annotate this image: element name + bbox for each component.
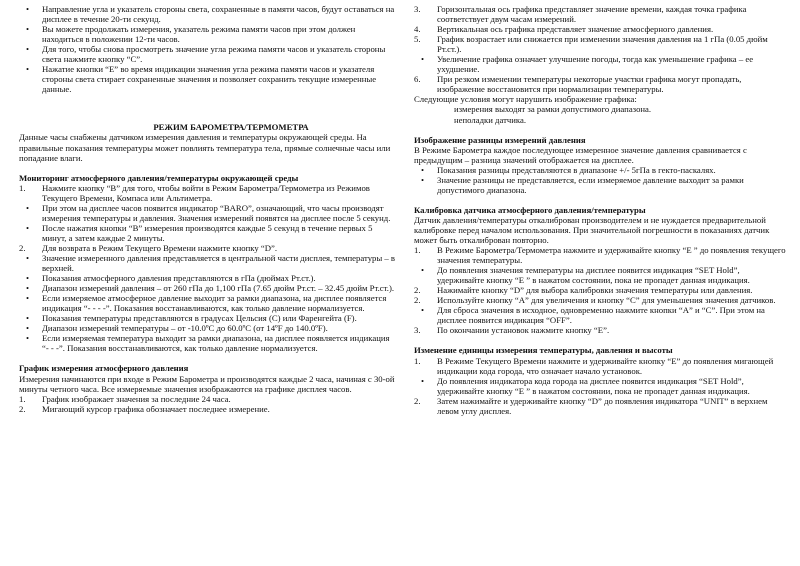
list-item-text: По окончании установок нажмите кнопку “E”. <box>437 325 610 336</box>
list-item-text: Увеличение графика означает улучшение погоды, тогда как уменьшение графика – ее ухудшение. <box>437 54 754 75</box>
list-item <box>19 313 397 323</box>
list-item-text: До появления индикатора кода города на дисплее появится индикация “SET Hold”, удерживайте кнопку “E ” в нажатом состоянии, пока не пропадет данная индикация. <box>437 375 750 396</box>
list-item-text: В Режиме Текущего Времени нажмите и удерживайте кнопку “E” до появления мигающей индикации кода города, что означает начало установок. <box>437 355 774 376</box>
section-intro: В Режиме Барометра каждое последующее измеренное значение давления сравнивается с предыдущим – разница значений отображается на дисплее. <box>414 144 747 165</box>
list-item-text: Показания разницы представляются в диапазоне +/- 5гПа в гекто-паскалях. <box>437 164 716 175</box>
list-item <box>414 325 786 335</box>
list-item <box>19 283 397 293</box>
list-marker: • <box>26 293 30 304</box>
section-heading: Изменение единицы измерения температуры, давления и высоты <box>414 345 673 356</box>
list-item-text: Вертикальная ось графика представляет значение атмосферного давления. <box>437 24 714 35</box>
list-item-text: Значение разницы не представляется, если измеряемое давление выходит за рамки допустимого диапазона. <box>437 174 744 195</box>
list-item <box>19 183 397 203</box>
list-item-text: Нажатие кнопки “E” во время индикации значения угла режима памяти часов и указателя стороны света стирает сохраненные значения и позволяет сохранить текущие измеренные данные. <box>42 64 377 95</box>
list-marker: • <box>421 174 425 185</box>
list-item <box>19 203 397 223</box>
list-marker: • <box>421 375 425 386</box>
list-marker: 3. <box>414 325 421 336</box>
list-item <box>19 333 397 353</box>
list-item-text: Показания атмосферного давления представляются в гПа (дюймах Рт.ст.). <box>42 273 316 284</box>
list-marker: 3. <box>414 4 421 14</box>
list-marker: 2. <box>19 242 26 253</box>
bullet-icon: • <box>26 4 30 14</box>
list-marker: • <box>26 202 30 213</box>
list-item <box>19 64 397 94</box>
list-item: измерения выходят за рамки допустимого диапазона. <box>454 104 652 115</box>
list-item-text: Диапазон измерений температуры – от -10.0ºC до 60.0ºC (от 14ºF до 140.0ºF). <box>42 323 328 334</box>
right-column <box>414 4 786 416</box>
left-column <box>19 4 397 414</box>
list-marker: 2. <box>414 295 421 306</box>
list-item-text: В Режиме Барометра/Термометра нажмите и удерживайте кнопку “E ” до появления текущего значения температуры. <box>437 245 786 266</box>
list-item-text: Если измеряемая температура выходит за рамки диапазона, на дисплее появляется индикация “- - -”. Показания восстанавливаются, как только давление нормализуется. <box>42 333 390 354</box>
list-item-text: Горизонтальная ось графика представляет значение времени, каждая точка графика соответствует двум часам измерений. <box>437 4 747 25</box>
list-item <box>19 323 397 333</box>
list-item: неполадки датчика. <box>454 114 527 125</box>
bullet-icon: • <box>26 44 30 55</box>
list-item <box>414 285 786 295</box>
list-item <box>19 404 397 414</box>
list-marker: 2. <box>19 403 26 414</box>
list-marker: • <box>26 313 30 324</box>
list-item-text: Показания температуры представляются в градусах Цельсия (С) или Фаренгейта (F). <box>42 313 357 324</box>
list-item-text: Нажмите кнопку “B” для того, чтобы войти в Режим Барометра/Термометра из Режимов Текущего Времени, Компаса или Альтиметра. <box>42 182 370 203</box>
list-item-text: Для возврата в Режим Текущего Времени нажмите кнопку “D”. <box>42 242 278 253</box>
list-item <box>414 34 786 54</box>
list-item <box>19 223 397 243</box>
list-item-text: Используйте кнопку “A” для увеличения и кнопку “C” для уменьшения значения датчиков. <box>437 295 776 306</box>
list-marker: • <box>26 333 30 344</box>
list-item-text: Диапазон измерений давления – от 260 гПа до 1,100 гПа (7.65 дюйм Рт.ст. – 32.45 дюйм Рт.ст.). <box>42 283 395 294</box>
list-item <box>19 273 397 283</box>
list-item <box>19 394 397 404</box>
list-marker: • <box>26 252 30 263</box>
list-item <box>414 165 786 175</box>
list-marker: 1. <box>414 355 421 366</box>
list-marker: • <box>421 265 425 276</box>
list-marker: 2. <box>414 395 421 406</box>
list-marker: • <box>26 222 30 233</box>
conditions-intro: Следующие условия могут нарушить изображение графика: <box>414 94 637 105</box>
list-marker: 2. <box>414 285 421 296</box>
list-item-text: Значение измеренного давления представляется в центральной части дисплея, температуры – в верхней. <box>42 252 396 274</box>
section-intro: Данные часы снабжены датчиком измерения давления и температуры окружающей среды. На правильные показания температуры может повлиять температура тела, прямые солнечные часы или попадание влаги. <box>19 132 391 163</box>
list-item-text: Направление угла и указатель стороны света, сохраненные в памяти часов, будут оставаться на дисплее в течение 20-ти секунд. <box>42 4 395 25</box>
list-marker: 6. <box>414 74 421 85</box>
list-marker: • <box>26 273 30 284</box>
list-item <box>414 54 786 74</box>
list-item-text: После нажатия кнопки “B” измерения производятся каждые 5 секунд в течение первых 5 минут, а затем каждые 2 минуты. <box>42 222 373 243</box>
section-heading: График измерения атмосферного давления <box>19 363 189 374</box>
list-item <box>414 356 786 376</box>
list-item-text: При резком изменении температуры некоторые участки графика могут пропадать, изображение восстановится при нормализации температуры. <box>437 74 742 95</box>
bullet-icon: • <box>26 64 30 75</box>
list-item <box>19 253 397 273</box>
list-item <box>19 24 397 44</box>
section-heading: Изображение разницы измерений давления <box>414 134 586 145</box>
list-item <box>19 4 397 24</box>
list-item <box>414 74 786 94</box>
list-item-text: Для сброса значения в исходное, одновременно нажмите кнопки “A” и “C”. При этом на дисплее появится индикация “OFF”. <box>437 305 765 326</box>
list-marker: 1. <box>19 182 26 193</box>
list-item-text: До появления значения температуры на дисплее появится индикация “SET Hold”, удерживайте кнопку “E ” в нажатом состоянии, пока не пропадет данная индикация. <box>437 265 750 286</box>
list-item-text: Мигающий курсор графика обозначает последнее измерение. <box>42 403 270 414</box>
section-title: РЕЖИМ БАРОМЕТРА/ТЕРМОМЕТРА <box>153 122 309 133</box>
list-item <box>19 293 397 313</box>
list-item-text: Нажимайте кнопку “D” для выбора калибровки значения температуры или давления. <box>437 285 753 296</box>
list-marker: • <box>421 164 425 175</box>
list-marker: 4. <box>414 24 421 35</box>
list-item <box>414 295 786 305</box>
list-item <box>414 4 786 24</box>
list-item <box>19 44 397 64</box>
list-marker: • <box>26 323 30 334</box>
list-item-text: Вы можете продолжать измерения, указатель режима памяти часов при этом должен находиться в положении 12-ти часов. <box>42 24 356 45</box>
list-item <box>414 175 786 195</box>
list-marker: • <box>421 305 425 316</box>
section-intro: Датчик давления/температуры откалиброван производителем и не нуждается предварительной калибровке перед началом использования. При значительной погрешности в показаниях датчик может быть откалиброван повторно. <box>414 214 770 245</box>
section-heading: Мониторинг атмосферного давления/температуры окружающей среды <box>19 172 299 183</box>
list-item-text: Затем нажимайте и удерживайте кнопку “D” до появления индикатора “UNIT” в верхнем левом углу дисплея. <box>437 395 768 416</box>
list-item-text: Если измеряемое атмосферное давление выходит за рамки диапазона, на дисплее появляется индикация “- - - -”. Показания восстанавливаются, как только давление нормализуется. <box>42 293 387 314</box>
list-marker: • <box>26 283 30 294</box>
section-intro: Измерения начинаются при входе в Режим Барометра и производятся каждые 2 часа, начиная с 30-ой минуты четного часа. Все измеряемые значения изображаются на графике дисплея часов. <box>19 373 395 394</box>
list-item <box>414 245 786 265</box>
bullet-icon: • <box>26 24 30 35</box>
list-item <box>414 396 786 416</box>
list-item <box>414 265 786 285</box>
list-item <box>414 305 786 325</box>
list-marker: • <box>421 54 425 65</box>
list-item-text: Для того, чтобы снова просмотреть значение угла режима памяти часов и указатель стороны света нажмите кнопку “C”. <box>42 44 386 65</box>
list-marker: 5. <box>414 34 421 45</box>
list-item-text: При этом на дисплее часов появится индикатор “BARO”, означающий, что часы производят измерения температуры и давления. Значения измерений появятся на дисплее после 5 секунд. <box>42 202 391 223</box>
list-item-text: График возрастает или снижается при изменении значения давления на 1 гПа (0.05 дюйм Рт.ст.). <box>437 34 768 55</box>
list-item <box>414 376 786 396</box>
list-item <box>19 243 397 253</box>
list-marker: 1. <box>414 245 421 256</box>
list-item <box>414 24 786 34</box>
section-heading: Калибровка датчика атмосферного давления/температуры <box>414 204 646 215</box>
list-marker: 1. <box>19 393 26 404</box>
list-item-text: График изображает значения за последние 24 часа. <box>42 393 231 404</box>
